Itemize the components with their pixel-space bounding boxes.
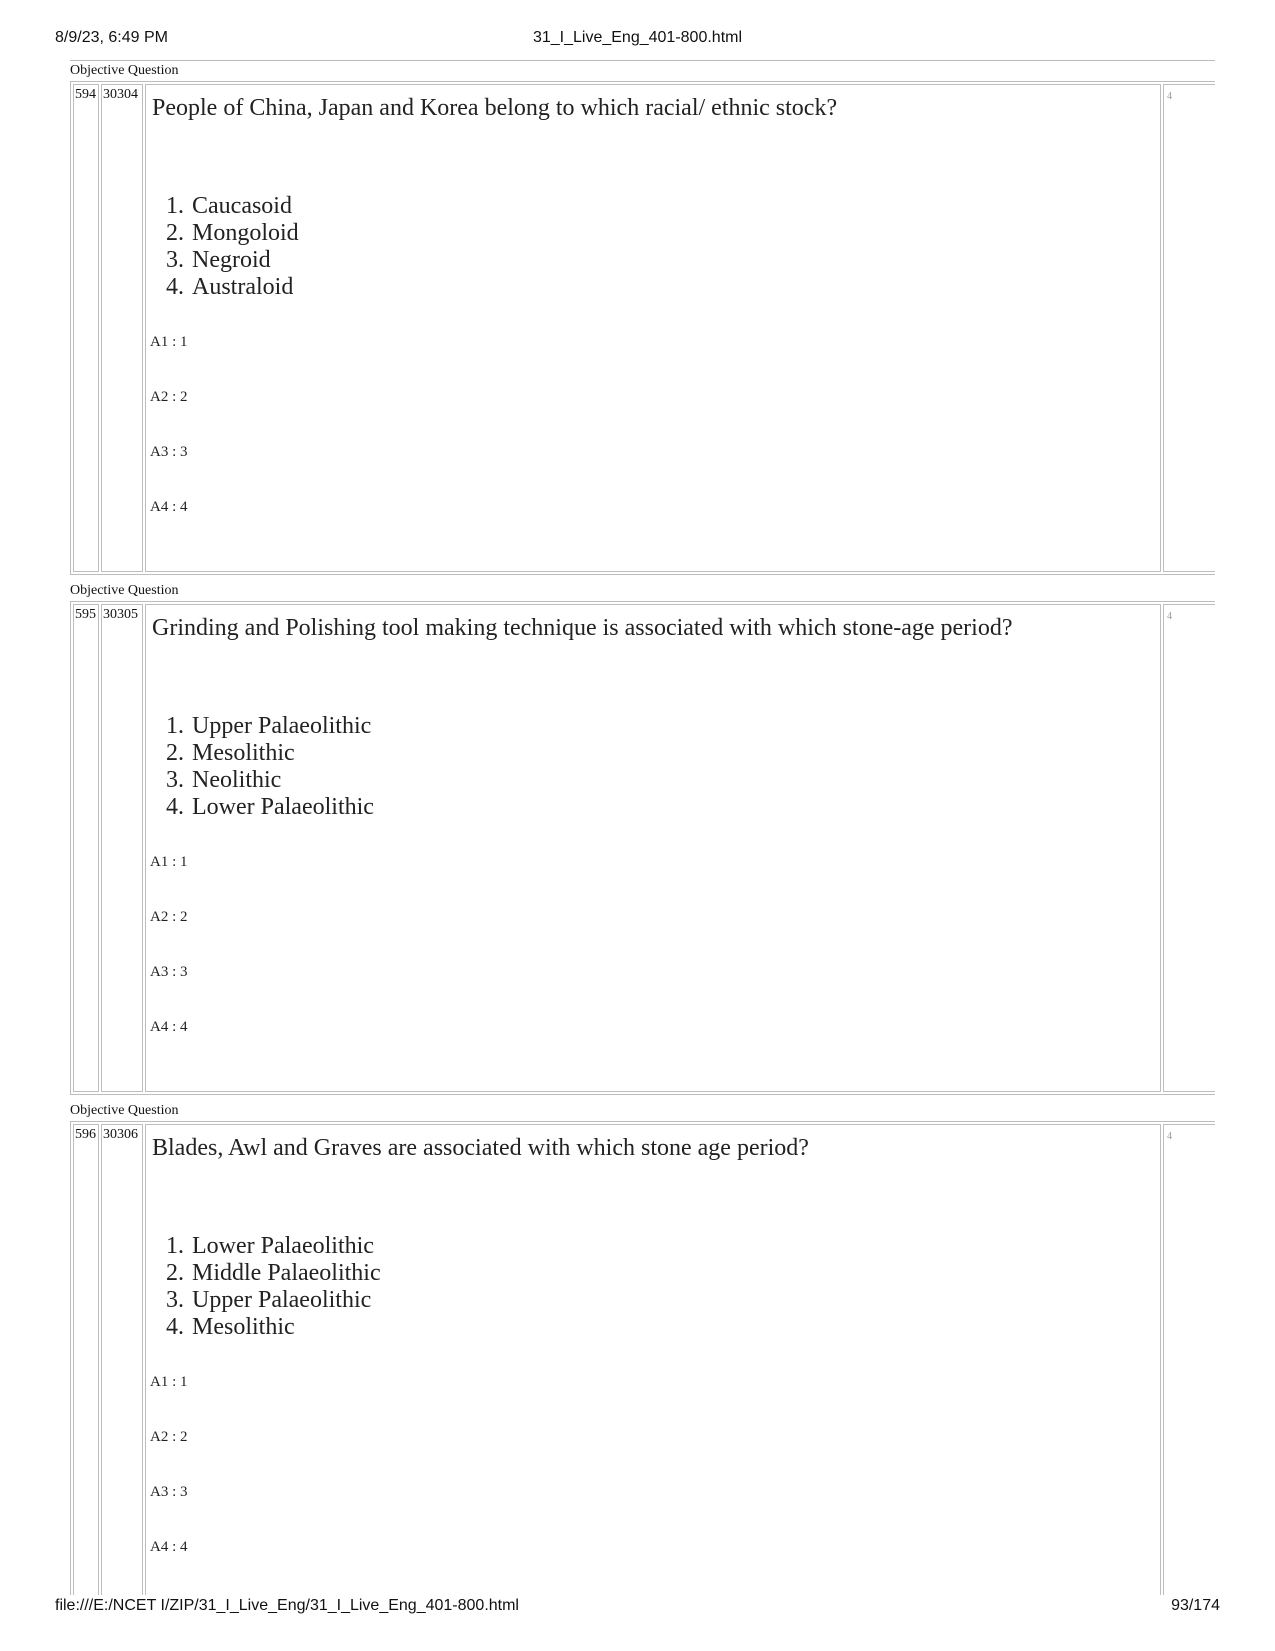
answer-key-line: A2 : 2 [150, 909, 188, 925]
option-item: 4. Mesolithic [190, 1314, 381, 1341]
option-item: 2. Middle Palaeolithic [190, 1260, 381, 1287]
clipped-column [1163, 1124, 1215, 1595]
print-footer [55, 1597, 1220, 1619]
answer-key-line: A1 : 1 [150, 854, 188, 870]
option-item: 3. Upper Palaeolithic [190, 1287, 381, 1314]
clipped-column [1163, 84, 1215, 572]
question-block [70, 580, 1215, 1100]
answer-key-line: A1 : 1 [150, 334, 188, 350]
option-item: 2. Mongoloid [190, 220, 299, 247]
answer-key-line: A3 : 3 [150, 444, 188, 460]
answer-key-line: A4 : 4 [150, 1019, 188, 1035]
question-type-label: Objective Question [70, 583, 179, 598]
option-item: 1. Caucasoid [190, 193, 299, 220]
question-text: Grinding and Polishing tool making technique is associated with which stone-age period? [152, 615, 1013, 641]
clipped-edge-glyph: 4 [1167, 1131, 1172, 1142]
clipped-edge-glyph: 4 [1167, 91, 1172, 102]
clipped-column [1163, 604, 1215, 1092]
option-item: 1. Upper Palaeolithic [190, 713, 374, 740]
question-body [145, 604, 1161, 1092]
answer-key-line: A4 : 4 [150, 499, 188, 515]
question-text: Blades, Awl and Graves are associated with which stone age period? [152, 1135, 809, 1161]
question-id: 30304 [101, 84, 143, 572]
question-text: People of China, Japan and Korea belong to which racial/ ethnic stock? [152, 95, 838, 121]
print-file-path: file:///E:/NCET I/ZIP/31_I_Live_Eng/31_I_Live_Eng_401-800.html [55, 1597, 519, 1614]
question-type-label: Objective Question [70, 63, 179, 78]
option-item: 4. Australoid [190, 274, 299, 301]
answer-key-line: A4 : 4 [150, 1539, 188, 1555]
option-item: 2. Mesolithic [190, 740, 374, 767]
question-table [70, 81, 1215, 575]
print-header [55, 29, 1220, 51]
question-number: 594 [73, 84, 99, 572]
document-content [70, 60, 1215, 1595]
answer-key-line: A3 : 3 [150, 964, 188, 980]
option-list [146, 1233, 381, 1341]
question-number: 595 [73, 604, 99, 1092]
answer-key-line: A3 : 3 [150, 1484, 188, 1500]
option-item: 3. Negroid [190, 247, 299, 274]
option-item: 1. Lower Palaeolithic [190, 1233, 381, 1260]
question-body [145, 84, 1161, 572]
question-id: 30306 [101, 1124, 143, 1595]
answer-key-line: A2 : 2 [150, 389, 188, 405]
question-table [70, 601, 1215, 1095]
question-table [70, 1121, 1215, 1595]
option-item: 4. Lower Palaeolithic [190, 794, 374, 821]
question-number: 596 [73, 1124, 99, 1595]
answer-key-line: A2 : 2 [150, 1429, 188, 1445]
question-type-label: Objective Question [70, 1103, 179, 1118]
option-list [146, 193, 299, 301]
option-list [146, 713, 374, 821]
clipped-edge-glyph: 4 [1167, 611, 1172, 622]
question-id: 30305 [101, 604, 143, 1092]
print-page-number: 93/174 [1171, 1597, 1220, 1614]
print-datetime: 8/9/23, 6:49 PM [55, 29, 168, 46]
answer-key-line: A1 : 1 [150, 1374, 188, 1390]
question-block [70, 60, 1215, 580]
question-body [145, 1124, 1161, 1595]
print-doc-title: 31_I_Live_Eng_401-800.html [532, 29, 743, 46]
option-item: 3. Neolithic [190, 767, 374, 794]
question-block [70, 1100, 1215, 1595]
